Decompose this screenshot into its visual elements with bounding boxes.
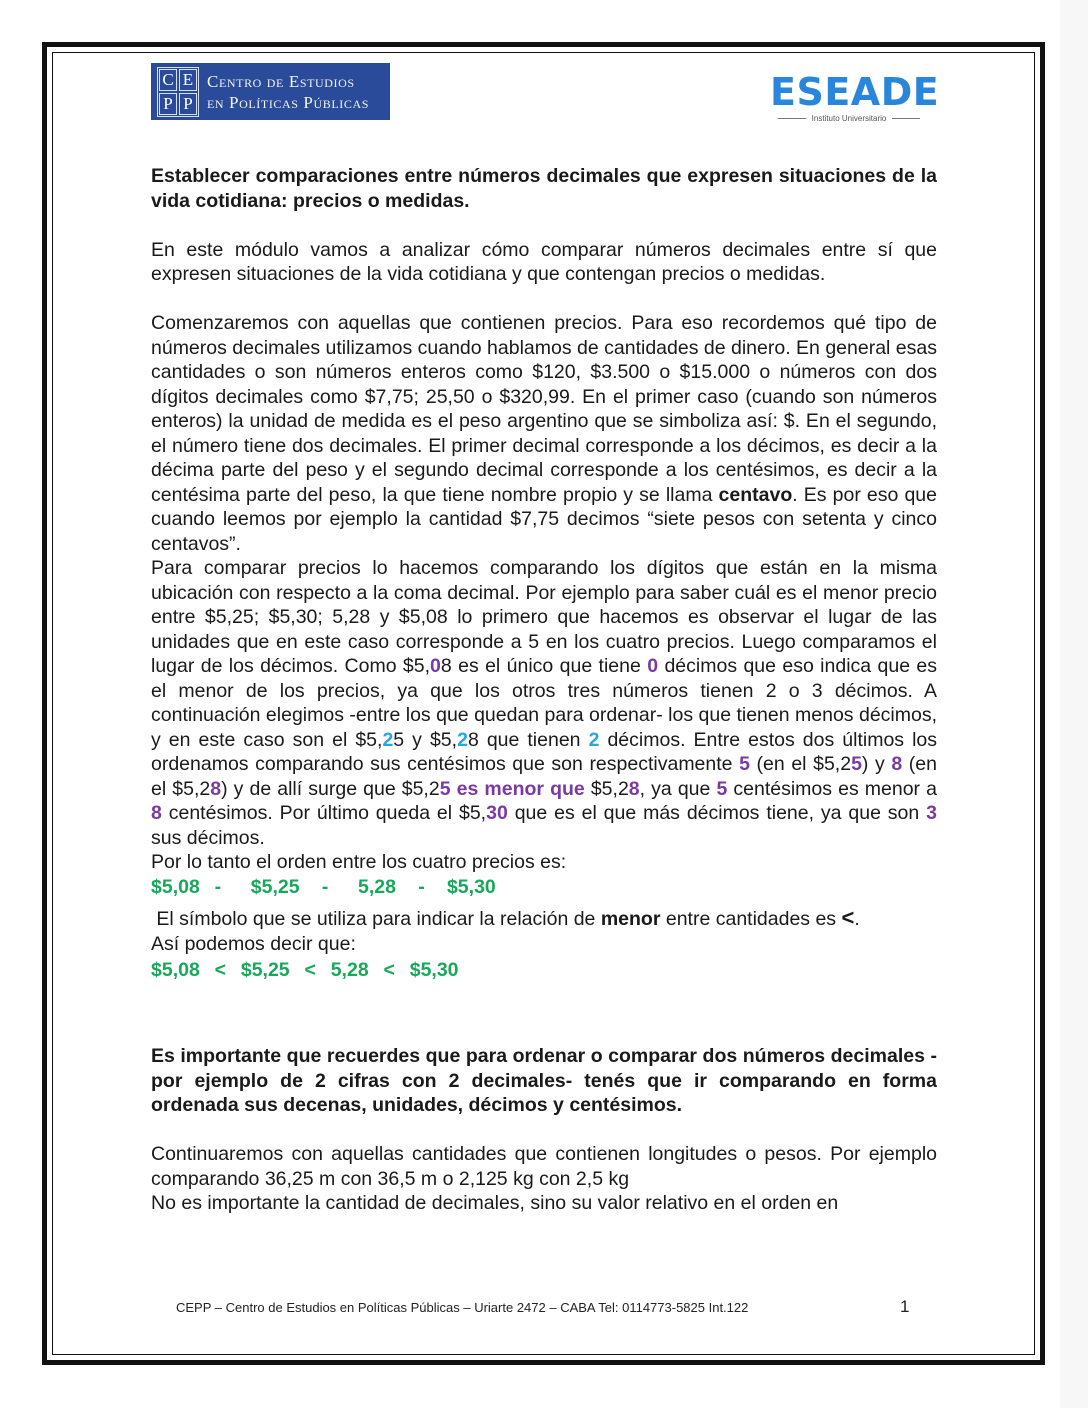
important-note: Es importante que recuerdes que para ordenar o comparar dos números decimales -por ejemplo de 2 cifras con 2 decimales- tenés que ir comparando en forma ordenada sus decenas, unidades, décimos y centésimos. [151, 1045, 937, 1116]
highlight-digit: 5 [851, 753, 862, 775]
text-segment: $5,2 [584, 777, 629, 800]
text-segment: (en el $5,2 [749, 753, 852, 775]
ordered-prices: $5,08 - $5,25 - 5,28 - $5,30 [151, 875, 496, 898]
text-segment: Para comparar precios lo hacemos comparando los dígitos que están en la misma ubicación con respecto a la coma decimal. Por ejemplo para saber cuál es el menor precio entre $5,25; $5,30; 5,28 y $5,08 lo primero que hacemos es observar el lugar de las unidades que en este caso corresponde a 5 en los cuatro precios. Luego comparamos el lugar de los décimos. Como $5, [151, 557, 937, 677]
highlight-digit: 8 [891, 753, 903, 775]
eseade-logo [770, 70, 940, 123]
document-body [151, 164, 937, 1216]
centavo-term: centavo [718, 483, 793, 506]
text-segment: décimos. Entre estos dos últimos los ordenamos comparando sus centésimos que son respectivamente [151, 728, 938, 775]
text-segment: 5 y $5, [393, 728, 458, 751]
text-segment: (en el $5,2 [151, 753, 937, 800]
text-segment: décimos que eso indica que es el menor de los precios, ya que los otros tres números tienen 2 o 3 décimos. A continuación elegimos -entre los que quedan para ordenar- los que tienen menos décimos, y en este caso son el $5, [151, 655, 938, 751]
text-segment: sus décimos. [151, 826, 265, 849]
eseade-wordmark: ESEADE [770, 70, 940, 114]
text-segment: ) y de allí surge que $5,2 [221, 777, 440, 800]
highlight-digit: 8 [628, 777, 640, 800]
highlight-digit: 2 [588, 728, 600, 751]
highlight-digit: 3 [926, 802, 937, 824]
highlight-digit: 2 [457, 728, 468, 751]
document-title: Establecer comparaciones entre números decimales que expresen situaciones de la vida cotidiana: precios o medidas. [151, 165, 937, 212]
cepp-logo-text: Centro de Estudios en Políticas Públicas [207, 71, 370, 112]
symbol-paragraph: El símbolo que se utiliza para indicar la relación de menor entre cantidades es <. [151, 905, 860, 930]
text-segment: 8 es el único que tiene [440, 655, 648, 677]
highlight-digit: 5 [716, 777, 728, 800]
text-segment: 8 que tienen [467, 728, 589, 751]
text-segment: centésimos es menor a [727, 777, 937, 800]
text-segment: ) y [861, 753, 892, 775]
cepp-monogram: C E P P [157, 67, 199, 117]
highlight-digit: 2 [382, 728, 394, 751]
inequality-line: $5,08 < $5,25 < 5,28 < $5,30 [151, 959, 459, 981]
text-segment: , ya que [639, 777, 717, 800]
highlight-digit: 8 [151, 802, 162, 824]
highlight-digit: 30 [486, 802, 508, 824]
comparison-paragraph [151, 556, 937, 850]
asi-decir: Así podemos decir que: [151, 932, 356, 955]
text-segment: que es el que más décimos tiene, ya que son [507, 802, 927, 824]
highlight-digit: 0 [430, 655, 441, 677]
page-number: 1 [900, 1297, 910, 1316]
lengths-paragraph: Continuaremos con aquellas cantidades que contienen longitudes o pesos. Por ejemplo comparando 36,25 m con 36,5 m o 2,125 kg con 2,5 kg [151, 1143, 937, 1190]
eseade-tagline: Instituto Universitario [770, 114, 928, 123]
relative-value-paragraph: No es importante la cantidad de decimales, sino su valor relativo en el orden en [151, 1192, 839, 1214]
highlight-digit: 8 [210, 777, 222, 800]
intro-paragraph: En este módulo vamos a analizar cómo comparar números decimales entre sí que expresen situaciones de la vida cotidiana y que contengan precios o medidas. [151, 238, 937, 285]
text-segment: centésimos. Por último queda el $5, [161, 802, 487, 824]
highlight-digit: 0 [647, 655, 659, 677]
highlight-digit: 5 [739, 753, 750, 775]
page-footer: CEPP – Centro de Estudios en Políticas Públicas – Uriarte 2472 – CABA Tel: 0114773-5825 Int.122 [176, 1300, 749, 1315]
prices-paragraph: Comenzaremos con aquellas que contienen precios. Para eso recordemos qué tipo de números decimales utilizamos cuando hablamos de cantidades de dinero. En general esas cantidades o son números enteros como $120, $3.500 o $15.000 o números con dos dígitos decimales como $7,75; 25,50 o $320,99. En el primer caso (cuando son números enteros) la unidad de medida es el peso argentino que se simboliza así: $. En el segundo, el número tiene dos decimales. El primer decimal corresponde a los décimos, es decir a la décima parte del peso y el segundo decimal corresponde a los centésimos, es decir a la centésima parte del peso, la que tiene nombre propio y se llama centavo. Es por eso que cuando leemos por ejemplo la cantidad $7,75 decimos “siete pesos con setenta y cinco centavos”. [151, 312, 937, 555]
highlight-digit: 5 es menor que [439, 777, 585, 800]
order-intro: Por lo tanto el orden entre los cuatro precios es: [151, 851, 567, 873]
cepp-logo [151, 63, 390, 120]
less-than-symbol: < [841, 905, 855, 930]
